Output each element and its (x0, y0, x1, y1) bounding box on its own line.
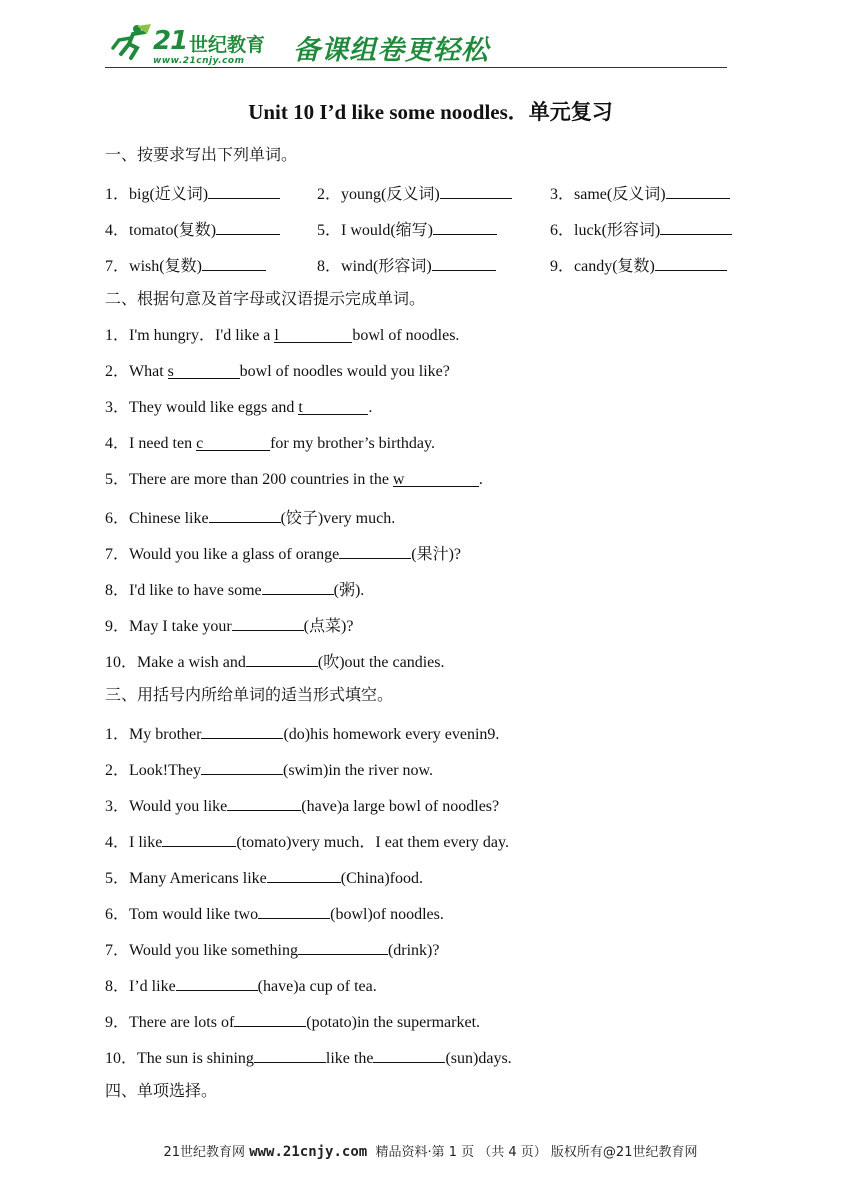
question-item: 10．Make a wish and (吹)out the candies. (105, 650, 445, 673)
answer-blank[interactable] (660, 218, 732, 235)
answer-blank[interactable] (176, 974, 258, 991)
answer-blank[interactable] (339, 542, 411, 559)
question-item: 7．Would you like a glass of orange (果汁)? (105, 542, 461, 565)
section2-heading: 二、根据句意及首字母或汉语提示完成单词。 (105, 291, 426, 308)
brand-name: 世纪教育 (189, 34, 266, 56)
page-footer (0, 1141, 861, 1160)
answer-blank[interactable]: w (393, 470, 479, 487)
word-item: 9．candy(复数) (550, 254, 727, 277)
question-item: 4．I like (tomato)very much．I eat them every day. (105, 830, 509, 853)
question-item: 3．Would you like (have)a large bowl of noodles? (105, 794, 499, 817)
answer-blank[interactable] (234, 1010, 306, 1027)
word-item: 7．wish(复数) (105, 254, 266, 277)
answer-blank[interactable]: l (274, 326, 352, 343)
answer-blank[interactable]: s (168, 362, 240, 379)
slogan: 备课组卷更轻松 (293, 35, 489, 66)
answer-blank[interactable] (254, 1046, 326, 1063)
question-item: 6．Chinese like (饺子)very much. (105, 506, 395, 529)
question-item: 6．Tom would like two (bowl)of noodles. (105, 902, 444, 925)
answer-blank[interactable] (227, 794, 301, 811)
answer-blank[interactable] (162, 830, 236, 847)
answer-blank[interactable] (216, 218, 280, 235)
answer-blank[interactable] (440, 182, 512, 199)
page-title: Unit 10 I’d like some noodles．单元复习 (248, 100, 613, 124)
answer-blank[interactable] (258, 902, 330, 919)
question-item: 1．I'm hungry．I'd like a l bowl of noodles. (105, 327, 460, 344)
footer-left: 21世纪教育网 (163, 1145, 250, 1160)
word-item: 8．wind(形容词) (317, 254, 496, 277)
question-item: 7．Would you like something (drink)? (105, 938, 439, 961)
question-item: 2．What s bowl of noodles would you like? (105, 363, 450, 380)
answer-blank[interactable] (262, 578, 334, 595)
answer-blank[interactable] (209, 506, 281, 523)
section1-heading: 一、按要求写出下列单词。 (105, 147, 298, 164)
answer-blank[interactable] (201, 758, 283, 775)
question-item: 4．I need ten c for my brother’s birthday. (105, 435, 435, 452)
footer-right: 精品资料·第 1 页 （共 4 页） 版权所有@21世纪教育网 (367, 1145, 698, 1160)
footer-site-link[interactable]: www.21cnjy.com (249, 1144, 368, 1160)
answer-blank[interactable] (246, 650, 318, 667)
answer-blank[interactable] (433, 218, 497, 235)
word-item: 5．I would(缩写) (317, 218, 497, 241)
answer-blank[interactable] (298, 938, 388, 955)
answer-blank[interactable]: t (298, 398, 368, 415)
answer-blank[interactable]: c (196, 434, 270, 451)
brand-url: www.21cnjy.com (153, 56, 245, 66)
answer-blank[interactable] (267, 866, 341, 883)
question-item: 3．They would like eggs and t . (105, 399, 373, 416)
question-item: 5．Many Americans like (China)food. (105, 866, 423, 889)
answer-blank[interactable] (432, 254, 496, 271)
word-item: 2．young(反义词) (317, 182, 512, 205)
question-item: 5．There are more than 200 countries in the w . (105, 471, 483, 488)
section4-heading: 四、单项选择。 (105, 1083, 218, 1100)
word-item: 4．tomato(复数) (105, 218, 280, 241)
page-header (105, 22, 727, 72)
section3-heading: 三、用括号内所给单词的适当形式填空。 (105, 687, 394, 704)
answer-blank[interactable] (232, 614, 304, 631)
question-item: 1．My brother (do)his homework every evenin9. (105, 722, 499, 745)
answer-blank[interactable] (202, 254, 266, 271)
answer-blank[interactable] (201, 722, 283, 739)
word-item: 6．luck(形容词) (550, 218, 732, 241)
word-item: 1．big(近义词) (105, 182, 280, 205)
question-item: 9．May I take your (点菜)? (105, 614, 353, 637)
question-item: 9．There are lots of (potato)in the supermarket. (105, 1010, 480, 1033)
question-item: 10．The sun is shining like the (sun)days. (105, 1046, 512, 1069)
question-item: 8．I'd like to have some (粥). (105, 578, 364, 601)
question-item: 2．Look!They (swim)in the river now. (105, 758, 433, 781)
runner-logo-icon (107, 24, 153, 66)
answer-blank[interactable] (373, 1046, 445, 1063)
answer-blank[interactable] (666, 182, 730, 199)
header-divider (105, 67, 727, 68)
brand-number: 21 (153, 26, 188, 56)
answer-blank[interactable] (655, 254, 727, 271)
word-item: 3．same(反义词) (550, 182, 730, 205)
answer-blank[interactable] (208, 182, 280, 199)
question-item: 8．I’d like (have)a cup of tea. (105, 974, 377, 997)
